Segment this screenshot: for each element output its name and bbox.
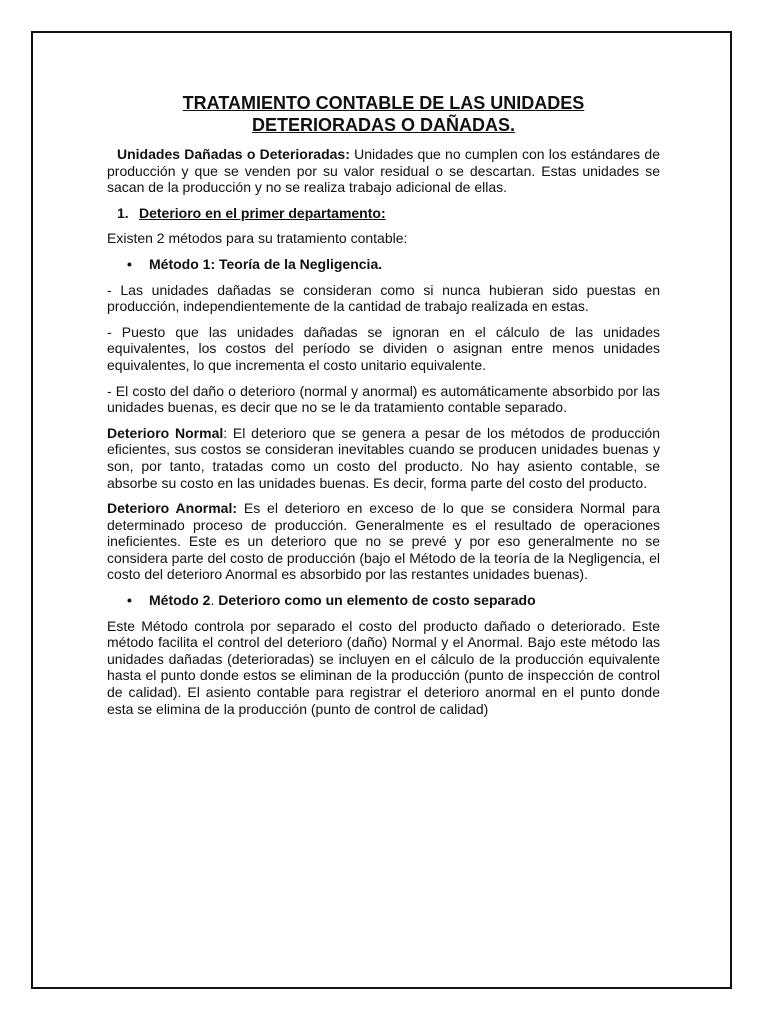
intro-paragraph — [107, 146, 660, 196]
abnormal-deterioration-paragraph — [107, 500, 660, 583]
method-1-title: Método 1: Teoría de la Negligencia. — [149, 255, 383, 272]
method-1-paragraph-1: - Las unidades dañadas se consideran como si nunca hubieran sido puestas en producción, independientemente de la cantidad de trabajo realizada en estas. — [107, 281, 660, 315]
bullet-icon: • — [127, 592, 132, 609]
title-line-1: TRATAMIENTO CONTABLE DE LAS UNIDADES — [182, 93, 585, 113]
abnormal-text: Es el deterioro en exceso de lo que se considera Normal para determinado proceso de producción. Generalmente es el resultado de operaciones ineficientes. Este es un deterioro que no se prevé y por eso generalmente no se considera parte del costo de producción (bajo el Método de la teoría de la Negligencia, el costo del deterioro Anormal es absorbido por las restantes unidades buenas). — [107, 500, 660, 583]
method-2-separator: . — [210, 592, 219, 609]
section-1-title: Deterioro en el primer departamento: — [139, 204, 386, 221]
method-1-paragraph-2: - Puesto que las unidades dañadas se ignoran en el cálculo de las unidades equivalentes, los costos del período se dividen o asignan entre menos unidades equivalentes, lo que incrementa el costo unitario equivalente. — [107, 323, 660, 373]
document-title — [107, 92, 660, 136]
abnormal-term: Deterioro Anormal: — [107, 500, 238, 517]
section-1-number: 1. — [117, 204, 129, 221]
intro-text: Unidades que no cumplen con los estándares de producción y que se venden por su valor residual o se descartan. Estas unidades se sacan de la producción y no se realiza trabajo adicional de ellas. — [107, 146, 660, 196]
method-1-paragraph-3: - El costo del daño o deterioro (normal y anormal) es automáticamente absorbido por las unidades buenas, es decir que no se le da tratamiento contable separado. — [107, 382, 660, 416]
section-1-heading — [117, 205, 660, 222]
normal-deterioration-paragraph — [107, 425, 660, 491]
methods-intro: Existen 2 métodos para su tratamiento contable: — [107, 230, 408, 247]
method-2-label: Método 2 — [149, 592, 211, 609]
title-line-2: DETERIORADAS O DAÑADAS. — [251, 115, 515, 135]
method-2-title: Deterioro como un elemento de costo separado — [218, 592, 536, 609]
intro-term: Unidades Dañadas o Deterioradas: — [117, 146, 350, 162]
bullet-icon: • — [127, 255, 132, 272]
method-2-heading — [127, 592, 660, 609]
method-2-paragraph-1: Este Método controla por separado el costo del producto dañado o deteriorado. Este método facilita el control del deterioro (daño) Normal y el Anormal. Bajo este método las unidades dañadas (deterioradas) se incluyen en el cálculo de la producción equivalente hasta el punto donde estos se eliminan de la producción (punto de inspección de control de calidad). El asiento contable para registrar el deterioro anormal en el punto donde esta se elimina de la producción (punto de control de calidad) — [107, 617, 660, 717]
normal-text: : El deterioro que se genera a pesar de los métodos de producción eficientes, sus costos se consideran inevitables cuando se producen unidades buenas y son, por tanto, tratadas como un costo del producto. No hay asiento contable, se absorbe su costo en las unidades buenas. Es decir, forma parte del costo del producto. — [107, 424, 661, 491]
normal-term: Deterioro Normal — [107, 424, 224, 441]
document-body — [107, 92, 660, 726]
method-1-heading — [127, 256, 660, 273]
